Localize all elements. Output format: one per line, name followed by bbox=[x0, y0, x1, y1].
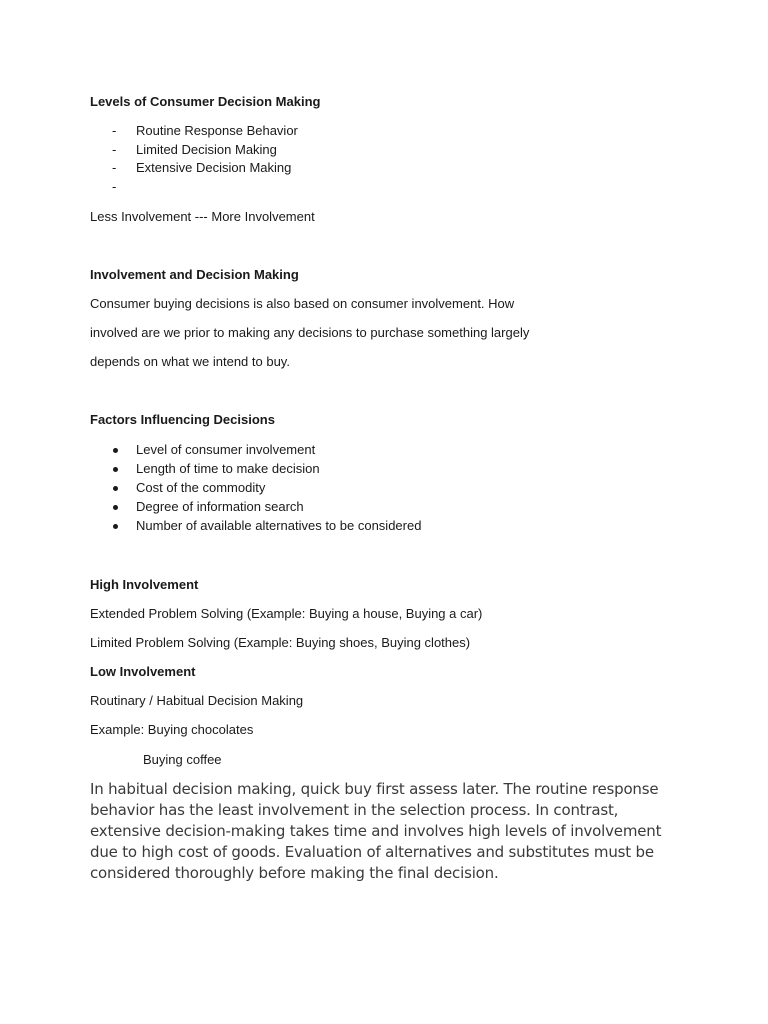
dash-marker: - bbox=[112, 179, 117, 194]
paragraph-line: Example: Buying chocolates bbox=[90, 722, 254, 737]
list-item-text: Limited Decision Making bbox=[136, 142, 277, 157]
list-item bbox=[0, 142, 768, 158]
list-item bbox=[0, 160, 768, 176]
bullet-icon bbox=[113, 467, 118, 472]
bullet-icon bbox=[113, 486, 118, 491]
heading-involvement: Involvement and Decision Making bbox=[90, 267, 299, 282]
list-item bbox=[0, 123, 768, 139]
heading-factors: Factors Influencing Decisions bbox=[90, 412, 275, 427]
dash-marker: - bbox=[112, 142, 117, 157]
paragraph-line: Consumer buying decisions is also based on consumer involvement. How bbox=[90, 296, 515, 311]
list-item-text: Degree of information search bbox=[136, 499, 304, 514]
dash-marker: - bbox=[112, 160, 117, 175]
dash-marker: - bbox=[112, 123, 117, 138]
list-item bbox=[0, 480, 768, 496]
heading-high-involvement: High Involvement bbox=[90, 577, 199, 592]
bullet-icon bbox=[113, 524, 118, 529]
heading-levels: Levels of Consumer Decision Making bbox=[90, 94, 321, 109]
list-item-text: Extensive Decision Making bbox=[136, 160, 292, 175]
heading-low-involvement: Low Involvement bbox=[90, 664, 196, 679]
paragraph-line: Routinary / Habitual Decision Making bbox=[90, 693, 304, 708]
list-item-text: Number of available alternatives to be considered bbox=[136, 518, 422, 533]
list-item bbox=[0, 499, 768, 515]
list-item-text: Level of consumer involvement bbox=[136, 442, 316, 457]
summary-paragraph: In habitual decision making, quick buy first assess later. The routine response behavior has the least involvement in the selection process. In contrast, extensive decision-making takes time and involves high levels of involvement due to high cost of goods. Evaluation of alternatives and substitutes must be considered thoroughly before making the final decision. bbox=[90, 780, 662, 882]
paragraph-line: depends on what we intend to buy. bbox=[90, 354, 290, 369]
list-item bbox=[0, 461, 768, 477]
involvement-scale: Less Involvement --- More Involvement bbox=[90, 209, 315, 224]
list-item bbox=[0, 442, 768, 458]
list-item-text: Length of time to make decision bbox=[136, 461, 320, 476]
indented-example: Buying coffee bbox=[143, 752, 222, 767]
list-item bbox=[0, 179, 768, 195]
list-item-text: Cost of the commodity bbox=[136, 480, 266, 495]
paragraph-line: involved are we prior to making any decisions to purchase something largely bbox=[90, 325, 530, 340]
paragraph-line: Limited Problem Solving (Example: Buying shoes, Buying clothes) bbox=[90, 635, 471, 650]
list-item bbox=[0, 518, 768, 534]
list-item-text: Routine Response Behavior bbox=[136, 123, 298, 138]
bullet-icon bbox=[113, 505, 118, 510]
paragraph-line: Extended Problem Solving (Example: Buying a house, Buying a car) bbox=[90, 606, 483, 621]
bullet-icon bbox=[113, 448, 118, 453]
